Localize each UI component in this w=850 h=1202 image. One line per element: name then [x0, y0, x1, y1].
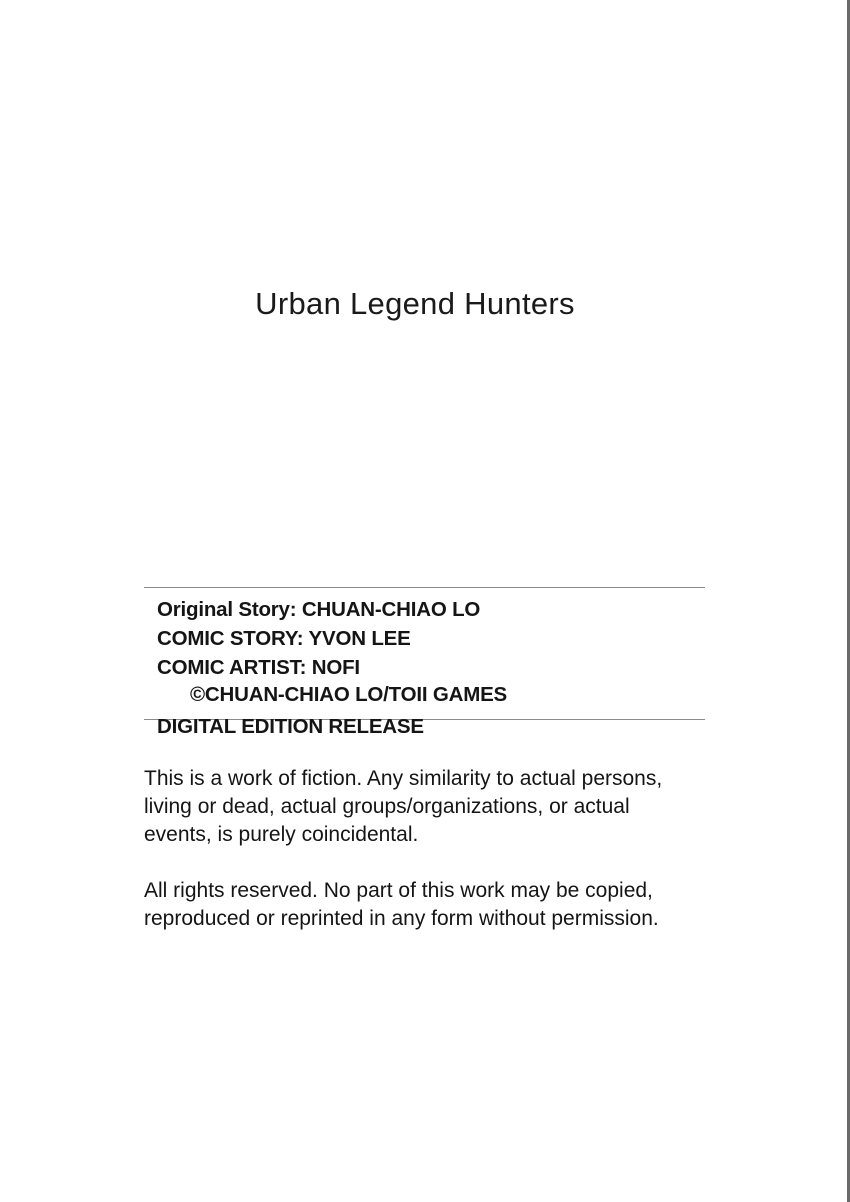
- credit-comic-story: COMIC STORY: YVON LEE: [157, 627, 411, 650]
- credit-edition: DIGITAL EDITION RELEASE: [157, 715, 424, 738]
- credit-comic-artist: COMIC ARTIST: NOFI: [157, 656, 360, 679]
- disclaimer-line: events, is purely coincidental.: [144, 823, 419, 846]
- rights-line: reproduced or reprinted in any form without permission.: [144, 907, 659, 930]
- rights-notice: [144, 877, 724, 933]
- credits-top-rule: [144, 587, 705, 588]
- credit-original-story: Original Story: CHUAN-CHIAO LO: [157, 598, 481, 621]
- disclaimer-line: living or dead, actual groups/organizations, or actual: [144, 795, 630, 818]
- rights-line: All rights reserved. No part of this work may be copied,: [144, 879, 653, 902]
- credit-copyright: ©CHUAN-CHIAO LO/TOII GAMES: [190, 683, 508, 706]
- disclaimer-line: This is a work of fiction. Any similarity to actual persons,: [144, 767, 663, 790]
- book-title: Urban Legend Hunters: [255, 286, 575, 321]
- fiction-disclaimer: [144, 765, 724, 849]
